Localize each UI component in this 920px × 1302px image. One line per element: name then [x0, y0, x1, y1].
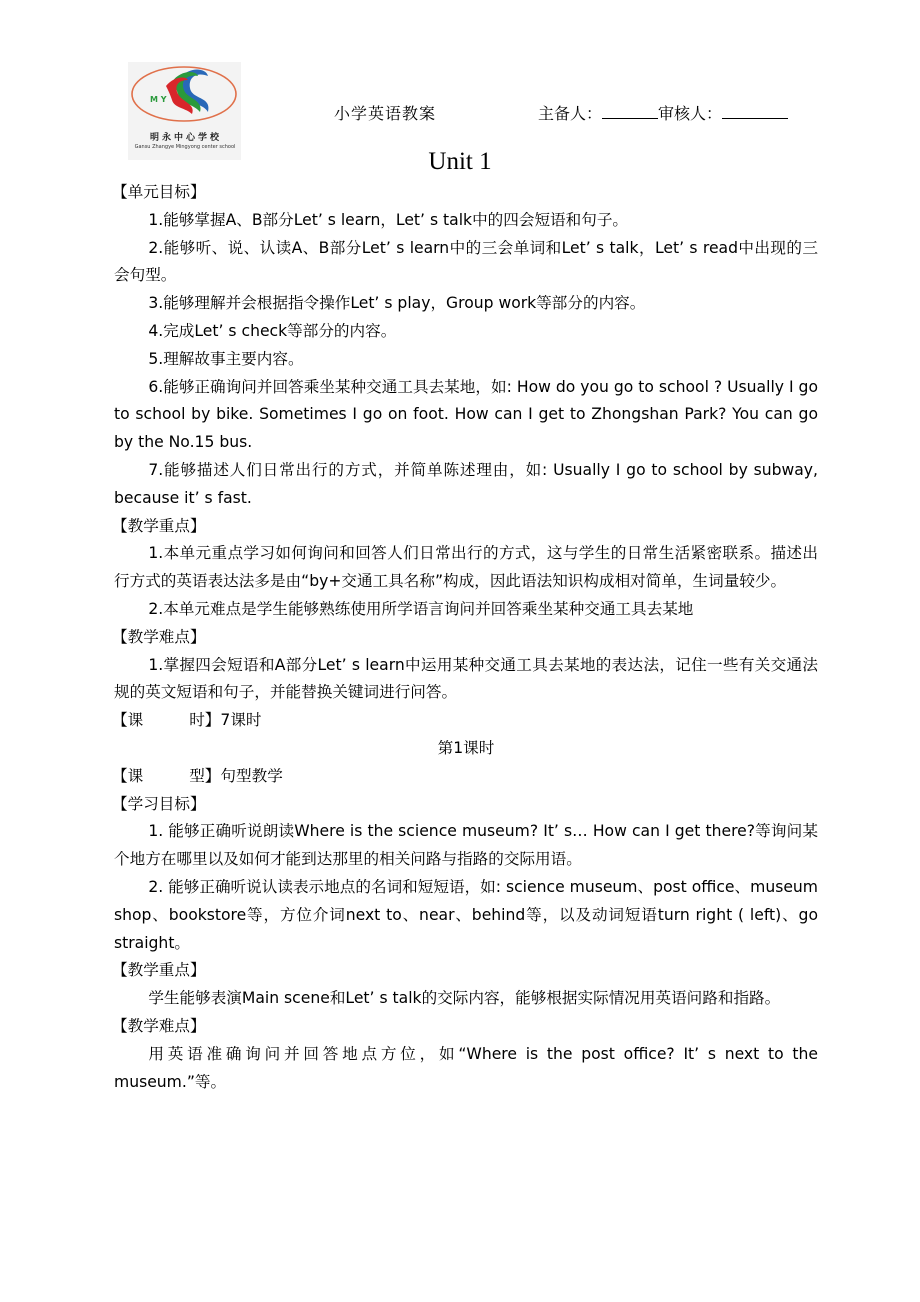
- unit-goal-item: 4.完成Let’ s check等部分的内容。: [148, 321, 397, 340]
- preparer-blank: [602, 104, 658, 119]
- unit-goal-item: 5.理解故事主要内容。: [148, 349, 304, 368]
- lesson-type-label-left: 【课: [112, 766, 144, 785]
- logo-school-name-cn: 明永中心学校: [149, 133, 222, 143]
- unit-goal-item: 6.能够正确询问并回答乘坐某种交通工具去某地，如: How do you go to school ? Usually I go to school by bike. Sometimes I go on foot. How can I get to Zhongshan Park? You can go by the No.15 bus.: [114, 377, 818, 452]
- lesson-type-value: 句型教学: [220, 766, 283, 785]
- section-heading-learning-goals: 【学习目标】: [112, 794, 206, 813]
- unit-title: Unit 1: [428, 148, 492, 175]
- class-hours-value: 7课时: [220, 711, 262, 730]
- key-point-item: 1.本单元重点学习如何询问和回答人们日常出行的方式，这与学生的日常生活紧密联系。描述出行方式的英语表达法多是由“by+交通工具名称”构成，因此语法知识构成相对简单，生词量较少。: [114, 544, 818, 591]
- lesson-difficulty-text: 用英语准确询问并回答地点方位，如“Where is the post office? It’ s next to the museum.”等。: [114, 1044, 818, 1091]
- class-hours-label-right: 时】: [189, 711, 221, 730]
- difficulty-item: 1.掌握四会短语和A部分Let’ s learn中运用某种交通工具去某地的表达法，记住一些有关交通法规的英文短语和句子，并能替换关键词进行问答。: [114, 655, 818, 702]
- learning-goal-item: 2. 能够正确听说认读表示地点的名词和短短语，如: science museum、post office、museum shop、bookstore等，方位介词next to、near、behind等，以及动词短语turn right ( left)、go straight。: [114, 877, 818, 952]
- reviewer-blank: [722, 104, 788, 119]
- document-header: [334, 101, 788, 124]
- section-heading-lesson-difficulties: 【教学难点】: [112, 1016, 206, 1035]
- unit-goal-item: 2.能够听、说、认读A、B部分Let’ s learn中的三会单词和Let’ s talk，Let’ s read中出现的三会句型。: [114, 238, 818, 285]
- lesson-key-point-text: 学生能够表演Main scene和Let’ s talk的交际内容，能够根据实际情况用英语问路和指路。: [148, 989, 781, 1008]
- lesson-type-label-right: 型】: [189, 766, 221, 785]
- section-heading-lesson-key-points: 【教学重点】: [112, 961, 206, 980]
- logo-emblem-icon: [128, 62, 241, 132]
- lesson-type-line: [112, 763, 818, 791]
- class-hours-line: [112, 707, 818, 735]
- class-hours-label-left: 【课: [112, 711, 144, 730]
- preparer-label: 主备人：: [538, 104, 603, 123]
- reviewer-label: 审核人：: [658, 104, 723, 123]
- document-body: [114, 179, 818, 1096]
- document-type: 小学英语教案: [334, 104, 437, 123]
- school-logo: [128, 62, 241, 160]
- learning-goal-item: 1. 能够正确听说朗读Where is the science museum? It’ s… How can I get there?等询问某个地方在哪里以及如何才能到达那里的相关问路与指路的交际用语。: [114, 822, 818, 869]
- logo-school-name-en: Gansu Zhangye Mingyong center school: [134, 144, 236, 150]
- unit-goal-item: 1.能够掌握A、B部分Let’ s learn，Let’ s talk中的四会短语和句子。: [148, 210, 629, 229]
- key-point-item: 2.本单元难点是学生能够熟练使用所学语言询问并回答乘坐某种交通工具去某地: [148, 599, 694, 618]
- logo-initials: M Y: [150, 95, 167, 104]
- section-heading-unit-goals: 【单元目标】: [112, 183, 206, 201]
- unit-goal-item: 3.能够理解并会根据指令操作Let’ s play，Group work等部分的内容。: [148, 294, 646, 313]
- lesson-title: 第1课时: [437, 738, 495, 757]
- section-heading-difficulties: 【教学难点】: [112, 627, 206, 646]
- section-heading-key-points: 【教学重点】: [112, 516, 206, 535]
- unit-goal-item: 7.能够描述人们日常出行的方式，并简单陈述理由，如: Usually I go to school by subway, because it’ s fast.: [114, 460, 818, 507]
